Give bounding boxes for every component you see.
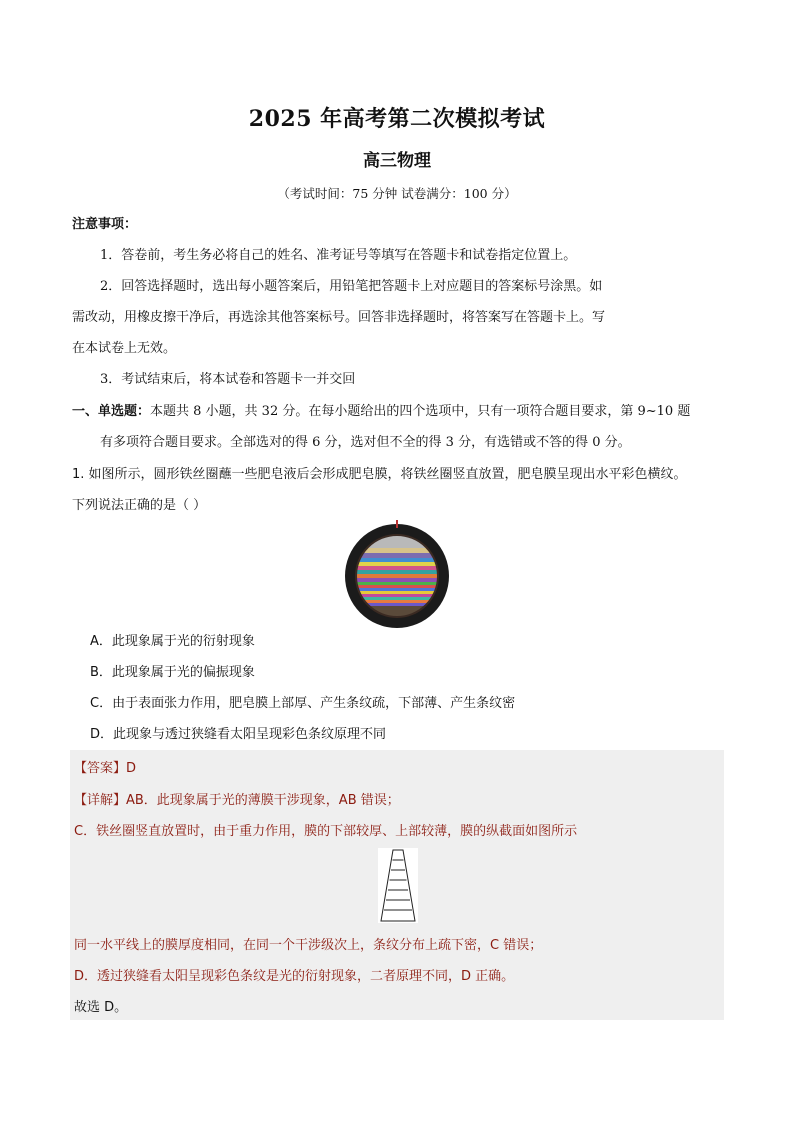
final-choice: 故选 D。: [74, 1000, 128, 1015]
exam-time-info: （考试时间：75 分钟 试卷满分：100 分）: [277, 186, 517, 201]
notice-item-2-line-1: 2．回答选择题时，选出每小题答案后，用铅笔把答题卡上对应题目的答案标号涂黑。如: [100, 279, 603, 294]
notice-heading: 注意事项：: [72, 217, 138, 232]
exam-title: 2025 年高考第二次模拟考试: [248, 106, 546, 132]
option-c: C．由于表面张力作用，肥皂膜上部厚、产生条纹疏，下部薄、产生条纹密: [90, 696, 516, 711]
soap-film-ring-image: [343, 520, 451, 628]
option-a: A．此现象属于光的衍射现象: [90, 634, 255, 649]
notice-item-3: 3．考试结束后，将本试卷和答题卡一并交回: [100, 372, 356, 387]
question-1-stem-line-1: 1. 如图所示，圆形铁丝圈蘸一些肥皂液后会形成肥皂膜，将铁丝圈竖直放置，肥皂膜呈现出水平彩色横纹。: [72, 467, 687, 482]
exam-subtitle: 高三物理: [363, 151, 431, 171]
question-1-stem-line-2: 下列说法正确的是（ ）: [72, 498, 207, 513]
notice-item-2-line-2: 需改动，用橡皮擦干净后，再选涂其他答案标号。回答非选择题时，将答案写在答题卡上。写: [72, 310, 606, 325]
detail-line: 【详解】AB．此现象属于光的薄膜干涉现象，AB 错误；: [74, 793, 400, 808]
detail-d-line: D．透过狭缝看太阳呈现彩色条纹是光的衍射现象，二者原理不同，D 正确。: [74, 969, 515, 984]
film-cross-section-figure: [378, 848, 418, 923]
notice-item-2-line-3: 在本试卷上无效。: [72, 341, 177, 356]
section-1-line-2: 有多项符合题目要求。全部选对的得 6 分，选对但不全的得 3 分，有选错或不答的得 0 分。: [100, 435, 631, 450]
section-1-instructions: [72, 403, 690, 421]
option-b: B．此现象属于光的偏振现象: [90, 665, 255, 680]
option-d: D．此现象与透过狭缝看太阳呈现彩色条纹原理不同: [90, 727, 387, 742]
notice-item-1: 1．答卷前，考生务必将自己的姓名、准考证号等填写在答题卡和试卷指定位置上。: [100, 248, 577, 263]
detail-c-line: C．铁丝圈竖直放置时，由于重力作用，膜的下部较厚、上部较薄，膜的纵截面如图所示: [74, 824, 578, 839]
detail-c-conclusion: 同一水平线上的膜厚度相同，在同一个干涉级次上，条纹分布上疏下密，C 错误；: [74, 938, 543, 953]
answer-line: 【答案】D: [74, 761, 137, 776]
section-1-prefix: 一、单选题：: [72, 404, 151, 419]
section-1-line-1: 本题共 8 小题，共 32 分。在每小题给出的四个选项中，只有一项符合题目要求，第 9~10 题: [150, 404, 691, 419]
